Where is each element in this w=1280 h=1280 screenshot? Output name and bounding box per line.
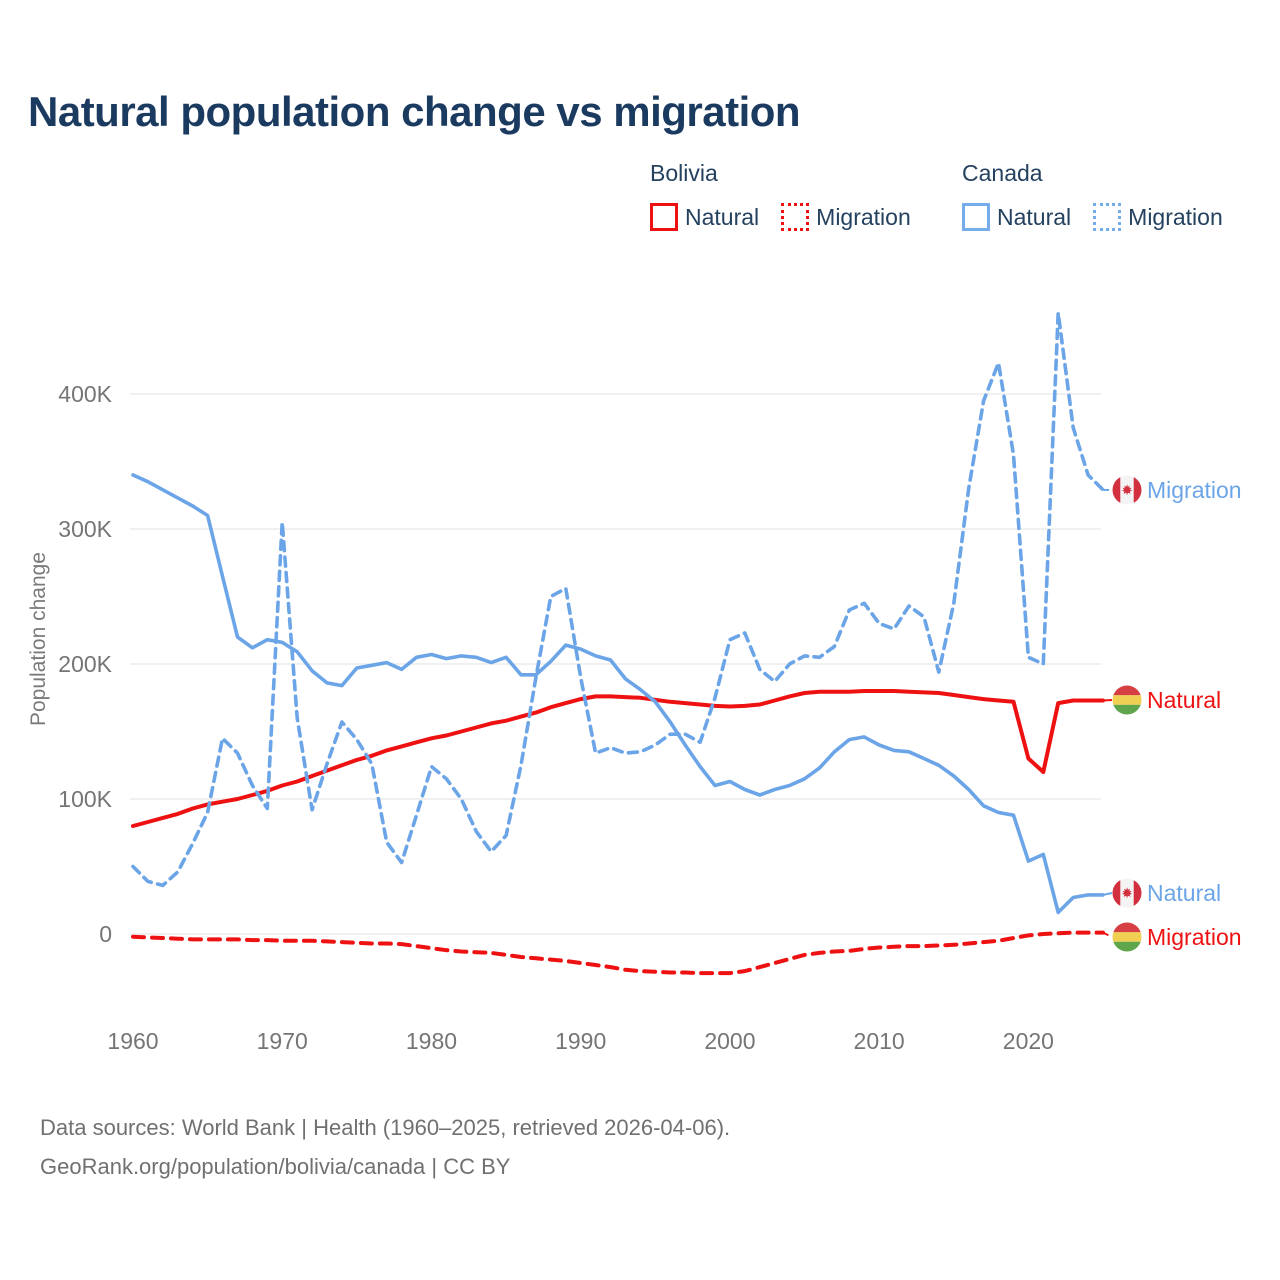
x-tick-label: 2020 — [1002, 1028, 1054, 1054]
legend-item-label: Migration — [1128, 203, 1223, 230]
series-label-canada-migration[interactable]: Migration — [1147, 477, 1242, 503]
legend-item-label: Natural — [685, 203, 760, 230]
label-connector — [1103, 933, 1112, 937]
attribution-line: GeoRank.org/population/bolivia/canada | CC BY — [40, 1154, 511, 1179]
data-series-lines — [133, 313, 1103, 973]
series-label-bolivia-migration[interactable]: Migration — [1147, 924, 1242, 950]
y-tick-label: 0 — [99, 921, 112, 947]
bolivia-flag-icon — [1113, 686, 1142, 715]
series-line-bolivia-natural — [133, 691, 1103, 826]
legend-item-label: Natural — [997, 203, 1072, 230]
series-label-canada-natural[interactable]: Natural — [1147, 880, 1222, 906]
x-tick-label: 1970 — [256, 1028, 308, 1054]
series-label-bolivia-natural[interactable]: Natural — [1147, 687, 1222, 713]
y-tick-label: 300K — [58, 516, 112, 542]
x-tick-label: 2010 — [853, 1028, 905, 1054]
chart-title: Natural population change vs migration — [28, 88, 801, 135]
source-line: Data sources: World Bank | Health (1960–2025, retrieved 2026-04-06). — [40, 1115, 731, 1140]
legend-country-label: Bolivia — [650, 160, 718, 186]
label-connector — [1103, 893, 1112, 895]
y-tick-label: 200K — [58, 651, 112, 677]
legend-country-label: Canada — [962, 160, 1043, 186]
x-tick-label: 1980 — [405, 1028, 458, 1054]
y-axis-title: Population change — [27, 552, 50, 726]
bolivia-flag-icon — [1113, 923, 1142, 952]
data-source-note — [40, 1108, 730, 1186]
y-tick-label: 100K — [58, 786, 112, 812]
x-tick-label: 1990 — [555, 1028, 607, 1054]
canada-flag-icon — [1113, 879, 1142, 908]
series-line-bolivia-migration — [133, 933, 1103, 974]
y-tick-label: 400K — [58, 381, 112, 407]
x-tick-label: 2000 — [704, 1028, 756, 1054]
canada-flag-icon — [1113, 476, 1142, 505]
label-connector-lines — [1103, 490, 1112, 937]
x-tick-label: 1960 — [107, 1028, 159, 1054]
legend-item-label: Migration — [816, 203, 911, 230]
